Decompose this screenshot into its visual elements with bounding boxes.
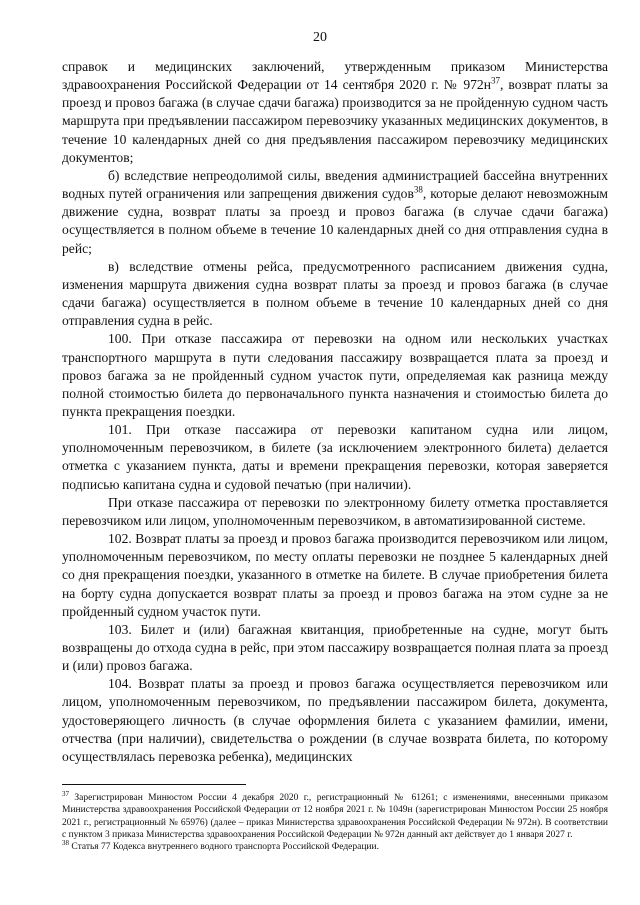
footnote-38: [62, 841, 608, 853]
footnotes: [62, 789, 608, 853]
footnote-ref-38[interactable]: 38: [413, 184, 423, 195]
paragraph-100: 100. При отказе пассажира от перевозки на одном или нескольких участках транспортного маршрута в пути следования пассажиру возвращается плата за проезд и провоз багажа за не пройденный судном участок пути, определяемая как разница между полной стоимостью билета до первоначального пункта назначения и стоимостью билета до пункта прекращения поездки.: [62, 331, 608, 419]
paragraph-text: , которые делают невозможным движение судна, возврат платы за проезд и провоз багажа (в случае сдачи багажа) осуществляется в полном объеме в течение 10 календарных дней со дня отправления судна в рейс;: [62, 186, 608, 256]
footnote-divider: [62, 784, 246, 785]
paragraph-102: 102. Возврат платы за проезд и провоз багажа производится перевозчиком или лицом, уполномоченным перевозчиком, по месту оплаты перевозки не позднее 5 календарных дней со дня прекращения поездки, указанного в отметке на билете. В случае приобретения билета на борту судна допускается возврат платы за проезд и провоз багажа на этом судне за не пройденный судном участок пути.: [62, 531, 608, 619]
paragraph-104: 104. Возврат платы за проезд и провоз багажа осуществляется перевозчиком или лицом, уполномоченным перевозчиком, по предъявлении пассажиром билета, документа, удостоверяющего личность (в случае оформления билета с указанием фамилии, имени, отчества (при наличии), свидетельства о рождении (в случае возврата билета, по которому осуществлялась перевозка ребенка), медицинских: [62, 676, 608, 764]
footnote-37: [62, 789, 608, 841]
document-body: [62, 58, 608, 766]
page-number: 20: [313, 30, 327, 45]
footnote-number: 37: [62, 789, 69, 798]
paragraph-103: 103. Билет и (или) багажная квитанция, приобретенные на судне, могут быть возвращены до отхода судна в рейс, при этом пассажиру возвращается полная плата за проезд и (или) провоз багажа.: [62, 621, 608, 674]
footnote-text: Зарегистрирован Минюстом России 4 декабря 2020 г., регистрационный № 61261; с изменениями, внесенными приказом Министерства здравоохранения Российской Федерации от 12 ноября 2021 г. № 1049н (зарегистрирован Минюстом России 25 ноября 2021 г., регистрационный № 65976) (далее – приказ Министерства здравоохранения Российской Федерации № 972н). В соответствии с пунктом 3 приказа Министерства здравоохранения Российской Федерации № 972н данный акт действует до 1 января 2027 г.: [62, 793, 608, 840]
paragraph-text: б) вследствие непреодолимой силы, введения администрацией бассейна внутренних водных путей ограничения или запрещения движения судов: [62, 167, 608, 202]
footnote-ref-37[interactable]: 37: [491, 75, 500, 86]
paragraph-101: 101. При отказе пассажира от перевозки капитаном судна или лицом, уполномоченным перевозчиком, в билете (за исключением электронного билета) делается отметка с указанием пункта, даты и времени прекращения перевозки, которая заверяется подписью капитана судна и судовой печатью (при наличии).: [62, 422, 608, 492]
paragraph-b: [62, 167, 608, 258]
paragraph-101-electronic: При отказе пассажира от перевозки по электронному билету отметка проставляется перевозчиком или лицом, уполномоченным перевозчиком, в автоматизированной системе.: [62, 494, 608, 528]
footnote-number: 38: [62, 839, 69, 848]
paragraph-text: справок и медицинских заключений, утвержденным приказом Министерства здравоохранения Российской Федерации от 14 сентября 2020 г. № 972н: [62, 59, 608, 93]
paragraph-text: , возврат платы за проезд и провоз багажа (в случае сдачи багажа) производится за не пройденную судном часть маршрута при предъявлении пассажиром перевозчику указанных медицинских документов, в течение 10 календарных дней со дня предъявления пассажиром перевозчику медицинских документов;: [62, 77, 608, 165]
paragraph-continuation: [62, 58, 608, 167]
paragraph-v: в) вследствие отмены рейса, предусмотренного расписанием движения судна, изменения маршрута движения судна возврат платы за проезд и провоз багажа (в случае сдачи багажа) осуществляется в полном объеме в течение 10 календарных дней со дня отправления судна в рейс.: [62, 258, 608, 329]
footnote-text: Статья 77 Кодекса внутреннего водного транспорта Российской Федерации.: [69, 842, 379, 853]
